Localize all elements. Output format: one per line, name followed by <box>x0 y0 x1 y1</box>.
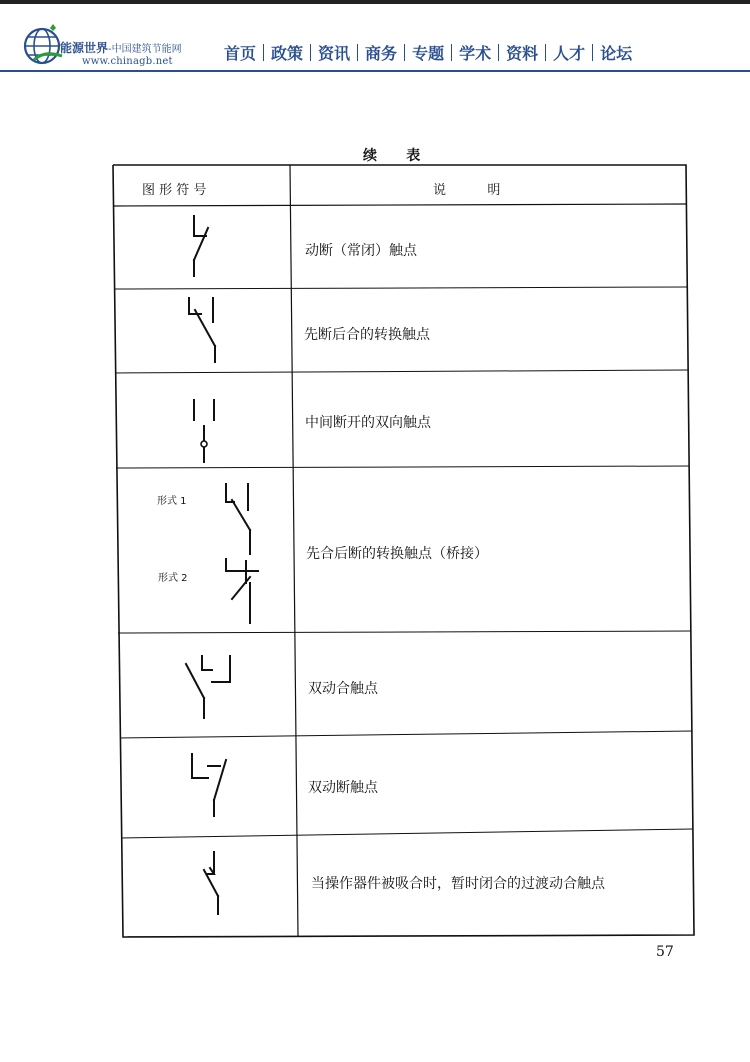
nav-forum[interactable]: 论坛 <box>600 44 633 63</box>
make-before-break-form-2-icon <box>220 555 266 631</box>
nav-talent[interactable]: 人才 <box>553 44 586 63</box>
form-1-label: 形式 1 <box>157 496 187 507</box>
logo-url: www.chinagb.net <box>82 56 173 67</box>
nav-news[interactable]: 资讯 <box>318 44 351 63</box>
nav-resources[interactable]: 资料 <box>506 44 539 63</box>
double-break-contact-icon <box>186 750 236 820</box>
logo-title: 能源世界 <box>60 41 109 55</box>
row-6-description: 双动断触点 <box>308 780 378 796</box>
form-2-label: 形式 2 <box>158 573 188 584</box>
logo-subtitle: -中国建筑节能网 <box>108 44 182 55</box>
table-caption: 续 表 <box>363 148 421 164</box>
header-description: 说 明 <box>433 183 501 198</box>
nav-topics[interactable]: 专题 <box>412 44 445 63</box>
nav-academic[interactable]: 学术 <box>459 44 492 63</box>
nav-home[interactable]: 首页 <box>224 44 257 63</box>
nav-policy[interactable]: 政策 <box>271 44 304 63</box>
break-contact-nc-icon <box>180 214 220 280</box>
row-5-description: 双动合触点 <box>308 681 378 697</box>
row-2-description: 先断后合的转换触点 <box>304 327 430 343</box>
header-symbol: 图 形 符 号 <box>142 183 207 198</box>
nav-business[interactable]: 商务 <box>365 44 398 63</box>
row-4-description: 先合后断的转换触点（桥接） <box>306 546 488 562</box>
break-before-make-changeover-icon <box>185 296 230 368</box>
center-off-two-way-contact-icon <box>188 398 228 466</box>
passing-make-contact-icon <box>196 850 236 920</box>
row-1-description: 动断（常闭）触点 <box>305 243 417 259</box>
page-number: 57 <box>656 944 674 960</box>
make-before-break-form-1-icon <box>218 480 264 560</box>
double-make-contact-icon <box>182 652 238 722</box>
row-3-description: 中间断开的双向触点 <box>305 415 431 431</box>
row-7-description: 当操作器件被吸合时，暂时闭合的过渡动合触点 <box>311 876 605 892</box>
